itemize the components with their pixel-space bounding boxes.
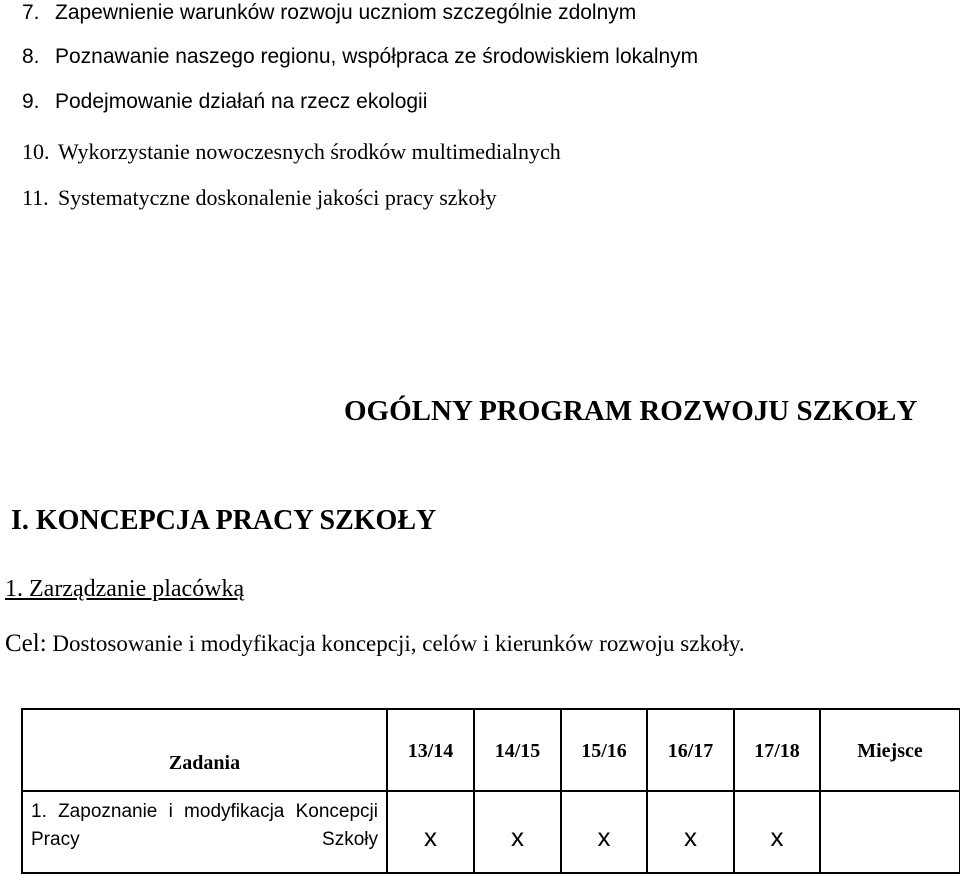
list-item-number: 8. [22,45,40,68]
table-cell [474,791,561,873]
table-row [22,791,960,873]
header-year: 17/18 [754,740,800,762]
list-item-number: 9. [22,90,40,113]
table-header-cell [561,709,647,791]
header-place: Miejsce [857,740,923,762]
list-item-text: Systematyczne doskonalenie jakości pracy szkoły [58,185,497,210]
header-year: 14/15 [494,740,541,762]
goal-text: Dostosowanie i modyfikacja koncepcji, celów i kierunków rozwoju szkoły. [46,631,745,656]
table-cell [820,791,960,873]
place-cell [821,792,959,822]
task-cell [22,791,387,873]
list-item-text: Podejmowanie działań na rzecz ekologii [55,90,428,113]
schedule-table [21,708,960,874]
page-heading: OGÓLNY PROGRAM ROZWOJU SZKOŁY [344,395,918,427]
header-year: 13/14 [407,740,454,762]
list-item-number: 11. [22,185,49,210]
list-item-number: 7. [22,1,40,24]
year-mark: x [424,822,437,852]
year-mark: x [770,822,784,852]
table-cell [734,791,820,873]
list-item-text: Wykorzystanie nowoczesnych środków multimedialnych [58,139,561,164]
list-item-text: Zapewnienie warunków rozwoju uczniom szczególnie zdolnym [55,1,637,24]
table-cell [647,791,734,873]
section-title: I. KONCEPCJA PRACY SZKOŁY [11,505,437,536]
table-cell [387,791,474,873]
table-header-cell [387,709,474,791]
table-header-cell [734,709,820,791]
table-header-cell [474,709,561,791]
goal-statement [5,630,745,658]
year-mark: x [597,822,611,852]
list-item-text: Poznawanie naszego regionu, współpraca ze środowiskiem lokalnym [55,45,699,68]
header-year: 15/16 [581,740,627,762]
list-item-number: 10. [22,139,50,164]
year-mark: x [684,822,697,852]
table-header-cell [22,709,387,791]
subsection-title: 1. Zarządzanie placówką [5,576,245,602]
header-year: 16/17 [667,740,714,762]
table-header-cell [820,709,960,791]
year-mark: x [511,822,524,852]
table-header-row [22,709,960,791]
header-tasks: Zadania [168,752,241,774]
table-cell [561,791,647,873]
table-header-cell [647,709,734,791]
task-text: 1. Zapoznanie i modyfikacja Koncepcji Pracy Szkoły [31,801,378,850]
goal-label: Cel: [5,630,47,657]
